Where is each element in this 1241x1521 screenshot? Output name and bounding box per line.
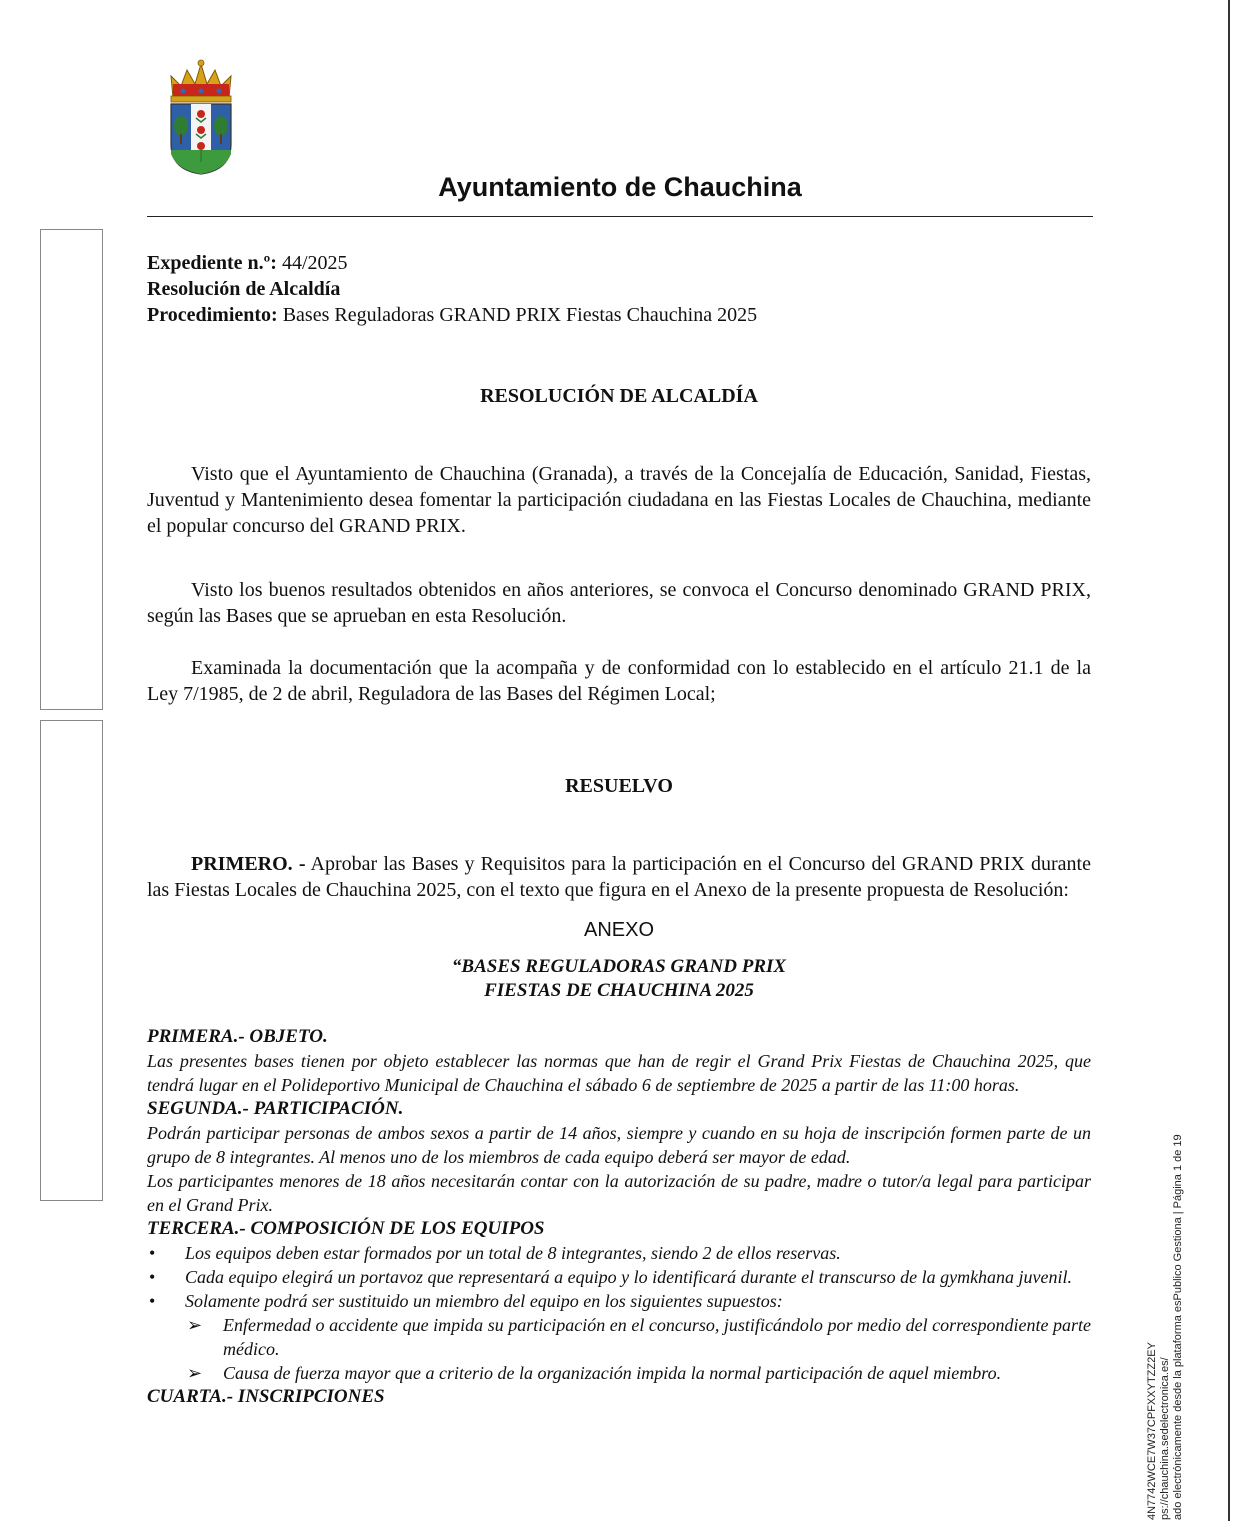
stamp-csv-code: 4N7742WCE7W37CPFXXYTZZ2EY xyxy=(1146,1342,1158,1520)
electronic-signature-stamp xyxy=(1146,1080,1190,1520)
arrow-bullet-icon: ➢ xyxy=(187,1315,203,1335)
section-segunda-text-2: Los participantes menores de 18 años necesitarán contar con la autorización de su padre, madre o tutor/a legal para participar en el Grand Prix. xyxy=(147,1171,1091,1215)
resolution-type xyxy=(147,276,1091,302)
primero-text: Aprobar las Bases y Requisitos para la participación en el Concurso del GRAND PRIX durante las Fiestas Locales de Chauchina 2025, con el texto que figura en el Anexo de la presente propuesta de Resolución: xyxy=(147,853,1091,901)
bullet-icon: • xyxy=(149,1243,156,1263)
signature-box-1 xyxy=(40,229,103,710)
section-primera-text: Las presentes bases tienen por objeto establecer las normas que han de regir el Grand Prix Fiestas de Chauchina 2025, que tendrá lugar en el Polideportivo Municipal de Chauchina el sábado 6 de septiembre de 2025 a partir de las 11:00 horas. xyxy=(147,1051,1091,1095)
bases-title-line-1: “BASES REGULADORAS GRAND PRIX xyxy=(451,956,787,977)
paragraph-visto-1: Visto que el Ayuntamiento de Chauchina (Granada), a través de la Concejalía de Educación, Sanidad, Fiestas, Juventud y Mantenimiento desea fomentar la participación ciudadana en las Fiestas Locales de Chauchina, mediante el popular concurso del GRAND PRIX. xyxy=(147,463,1091,537)
page-edge-line xyxy=(1228,0,1230,1521)
resuelvo-heading: RESUELVO xyxy=(565,775,673,797)
coat-of-arms-logo xyxy=(165,58,237,176)
document-body xyxy=(147,250,1091,1409)
file-metadata xyxy=(147,250,1091,328)
procedure-line xyxy=(147,302,1091,328)
procedure-value: Bases Reguladoras GRAND PRIX Fiestas Chauchina 2025 xyxy=(282,304,758,326)
paragraph-visto-2: Visto los buenos resultados obtenidos en años anteriores, se convoca el Concurso denominado GRAND PRIX, según las Bases que se aprueban en esta Resolución. xyxy=(147,579,1091,627)
organization-title: Ayuntamiento de Chauchina xyxy=(438,172,802,202)
sub-list-item-text: Enfermedad o accidente que impida su participación en el concurso, justificándolo por medio del correspondiente parte médico. xyxy=(223,1315,1091,1359)
section-segunda-text-1: Podrán participar personas de ambos sexos a partir de 14 años, siempre y cuando en su hoja de inscripción formen parte de un grupo de 8 integrantes. Al menos uno de los miembros de cada equipo deberá ser mayor de edad. xyxy=(147,1123,1091,1167)
section-cuarta-heading: CUARTA.- INSCRIPCIONES xyxy=(147,1386,385,1407)
primero-label: PRIMERO. - xyxy=(191,853,306,875)
resolution-heading: RESOLUCIÓN DE ALCALDÍA xyxy=(480,385,758,407)
stamp-platform-page: ado electrónicamente desde la plataforma esPublico Gestiona | Página 1 de 19 xyxy=(1172,1134,1184,1520)
tercera-bullet-list xyxy=(147,1241,1091,1313)
section-primera-heading: PRIMERA.- OBJETO. xyxy=(147,1026,328,1047)
signature-box-2 xyxy=(40,720,103,1201)
section-segunda-heading: SEGUNDA.- PARTICIPACIÓN. xyxy=(147,1098,404,1119)
list-item xyxy=(147,1289,1091,1313)
paragraph-primero xyxy=(147,851,1091,903)
list-item-text: Cada equipo elegirá un portavoz que representará a equipo y lo identificará durante el transcurso de la gymkhana juvenil. xyxy=(185,1267,1073,1287)
expediente-line xyxy=(147,250,1091,276)
expediente-label: Expediente n.º: xyxy=(147,252,277,274)
sub-list-item xyxy=(147,1361,1091,1385)
bullet-icon: • xyxy=(149,1267,156,1287)
bases-title-line-2: FIESTAS DE CHAUCHINA 2025 xyxy=(484,980,754,1001)
annex-label: ANEXO xyxy=(583,919,655,941)
list-item xyxy=(147,1265,1091,1289)
expediente-value: 44/2025 xyxy=(281,252,348,274)
substitution-sub-list xyxy=(147,1313,1091,1385)
procedure-label: Procedimiento: xyxy=(147,304,278,326)
list-item xyxy=(147,1241,1091,1265)
resolution-type-label: Resolución de Alcaldía xyxy=(147,278,341,300)
annex-body xyxy=(147,1025,1091,1409)
section-tercera-heading: TERCERA.- COMPOSICIÓN DE LOS EQUIPOS xyxy=(147,1218,545,1239)
stamp-verification-url[interactable]: ps://chauchina.sedelectronica.es/ xyxy=(1159,1357,1171,1520)
header-rule xyxy=(147,216,1093,217)
paragraph-examinada: Examinada la documentación que la acompaña y de conformidad con lo establecido en el artículo 21.1 de la Ley 7/1985, de 2 de abril, Reguladora de las Bases del Régimen Local; xyxy=(147,657,1091,705)
list-item-text: Solamente podrá ser sustituido un miembro del equipo en los siguientes supuestos: xyxy=(185,1291,783,1311)
arrow-bullet-icon: ➢ xyxy=(187,1363,203,1383)
list-item-text: Los equipos deben estar formados por un total de 8 integrantes, siendo 2 de ellos reservas. xyxy=(185,1243,841,1263)
sub-list-item-text: Causa de fuerza mayor que a criterio de la organización impida la normal participación de aquel miembro. xyxy=(223,1363,1002,1383)
sub-list-item xyxy=(147,1313,1091,1361)
bullet-icon: • xyxy=(149,1291,156,1311)
